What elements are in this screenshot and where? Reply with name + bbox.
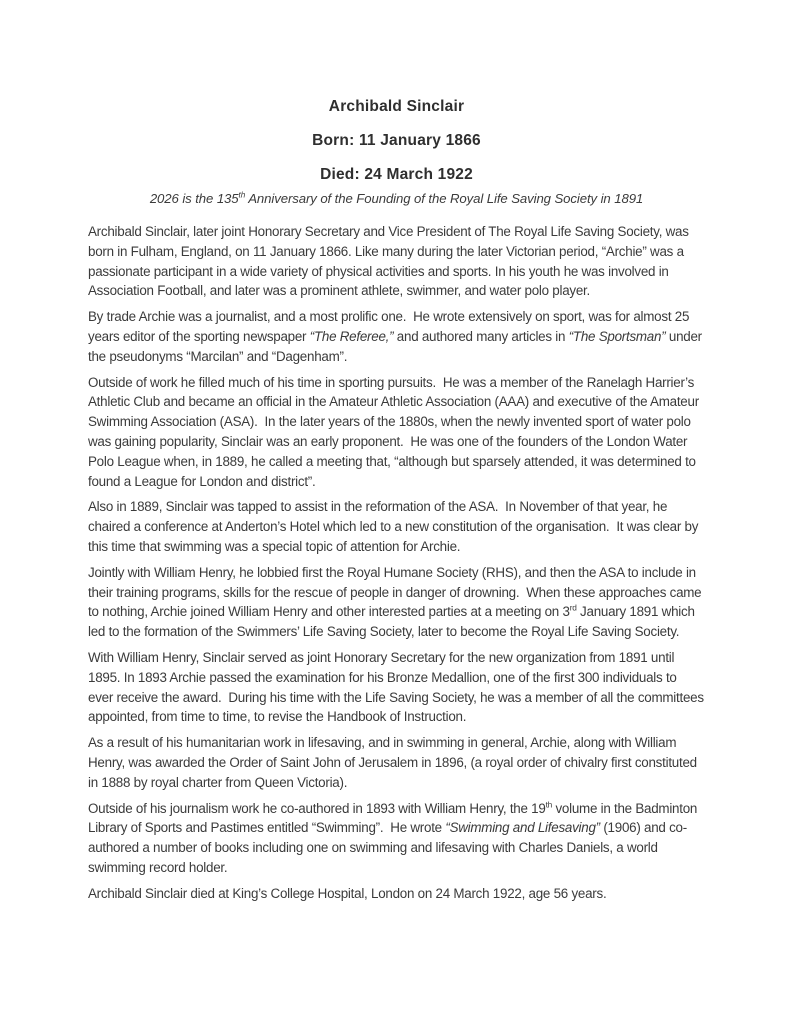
document-body [88,222,708,904]
paragraph-order-of-saint-john: As a result of his humanitarian work in lifesaving, and in swimming in general, Archie, along with William Henry, was awarded the Order of Saint John of Jerusalem in 1896, (a royal order of chivalry first constituted in 1888 by royal charter from Queen Victoria). [88,735,701,790]
paragraph-journalist: By trade Archie was a journalist, and a most prolific one. He wrote extensively on sport, was for almost 25 years editor of the sporting newspaper “The Referee,” and authored many articles in “The Sportsman” under the pseudonyms “Marcilan” and “Dagenham”. [88,309,706,364]
paragraph-honorary-secretary: With William Henry, Sinclair served as joint Honorary Secretary for the new organization from 1891 until 1895. In 1893 Archie passed the examination for his Bronze Medallion, one of the first 300 individuals to ever receive the award. During his time with the Life Saving Society, he was a member of all the committees appointed, from time to time, to revise the Handbook of Instruction. [88,649,708,725]
paragraph-sporting-pursuits: Outside of work he filled much of his time in sporting pursuits. He was a member of the Ranelagh Harrier’s Athletic Club and became an official in the Amateur Athletic Association (AAA) and executive of the Amateur Swimming Association (ASA). In the later years of the 1880s, when the newly invented sport of water polo was gaining popularity, Sinclair was an early proponent. He was one of the founders of the London Water Polo League when, in 1889, he called a meeting that, “although but sparsely attended, it was determined to found a League for London and district”. [88,374,703,489]
paragraph-books: Outside of his journalism work he co-authored in 1893 with William Henry, the 19th volume in the Badminton Library of Sports and Pastimes entitled “Swimming”. He wrote “Swimming and Lifesaving” (1906) and co-authored a number of books including one on swimming and lifesaving with Charles Daniels, a world swimming record holder. [88,799,701,875]
page-title: Archibald Sinclair [328,98,465,115]
paragraph-intro: Archibald Sinclair, later joint Honorary Secretary and Vice President of The Royal Life Saving Society, was born in Fulham, England, on 11 January 1866. Like many during the later Victorian period, “Archie” was a passionate participant in a wide variety of physical activities and sports. In his youth he was involved in Association Football, and later was a prominent athlete, swimmer, and water polo player. [88,224,693,299]
paragraph-death: Archibald Sinclair died at King’s College Hospital, London on 24 March 1922, age 56 years. [88,885,607,901]
died-line: Died: 24 March 1922 [320,166,473,183]
born-line: Born: 11 January 1866 [312,132,481,149]
anniversary-subtitle: 2026 is the 135th Anniversary of the Founding of the Royal Life Saving Society in 1891 [149,190,644,206]
paragraph-asa-reformation: Also in 1889, Sinclair was tapped to assist in the reformation of the ASA. In November of that year, he chaired a conference at Anderton’s Hotel which led to a new constitution of the organisation. It was clear by this time that swimming was a special topic of attention for Archie. [88,499,702,554]
paragraph-lobbying: Jointly with William Henry, he lobbied first the Royal Humane Society (RHS), and then the ASA to include in their training programs, skills for the rescue of people in danger of drowning. When these approaches came to nothing, Archie joined William Henry and other interested parties at a meeting on 3rd January 1891 which led to the formation of the Swimmers’ Life Saving Society, later to become the Royal Life Saving Society. [88,564,705,640]
document-header [88,98,705,207]
